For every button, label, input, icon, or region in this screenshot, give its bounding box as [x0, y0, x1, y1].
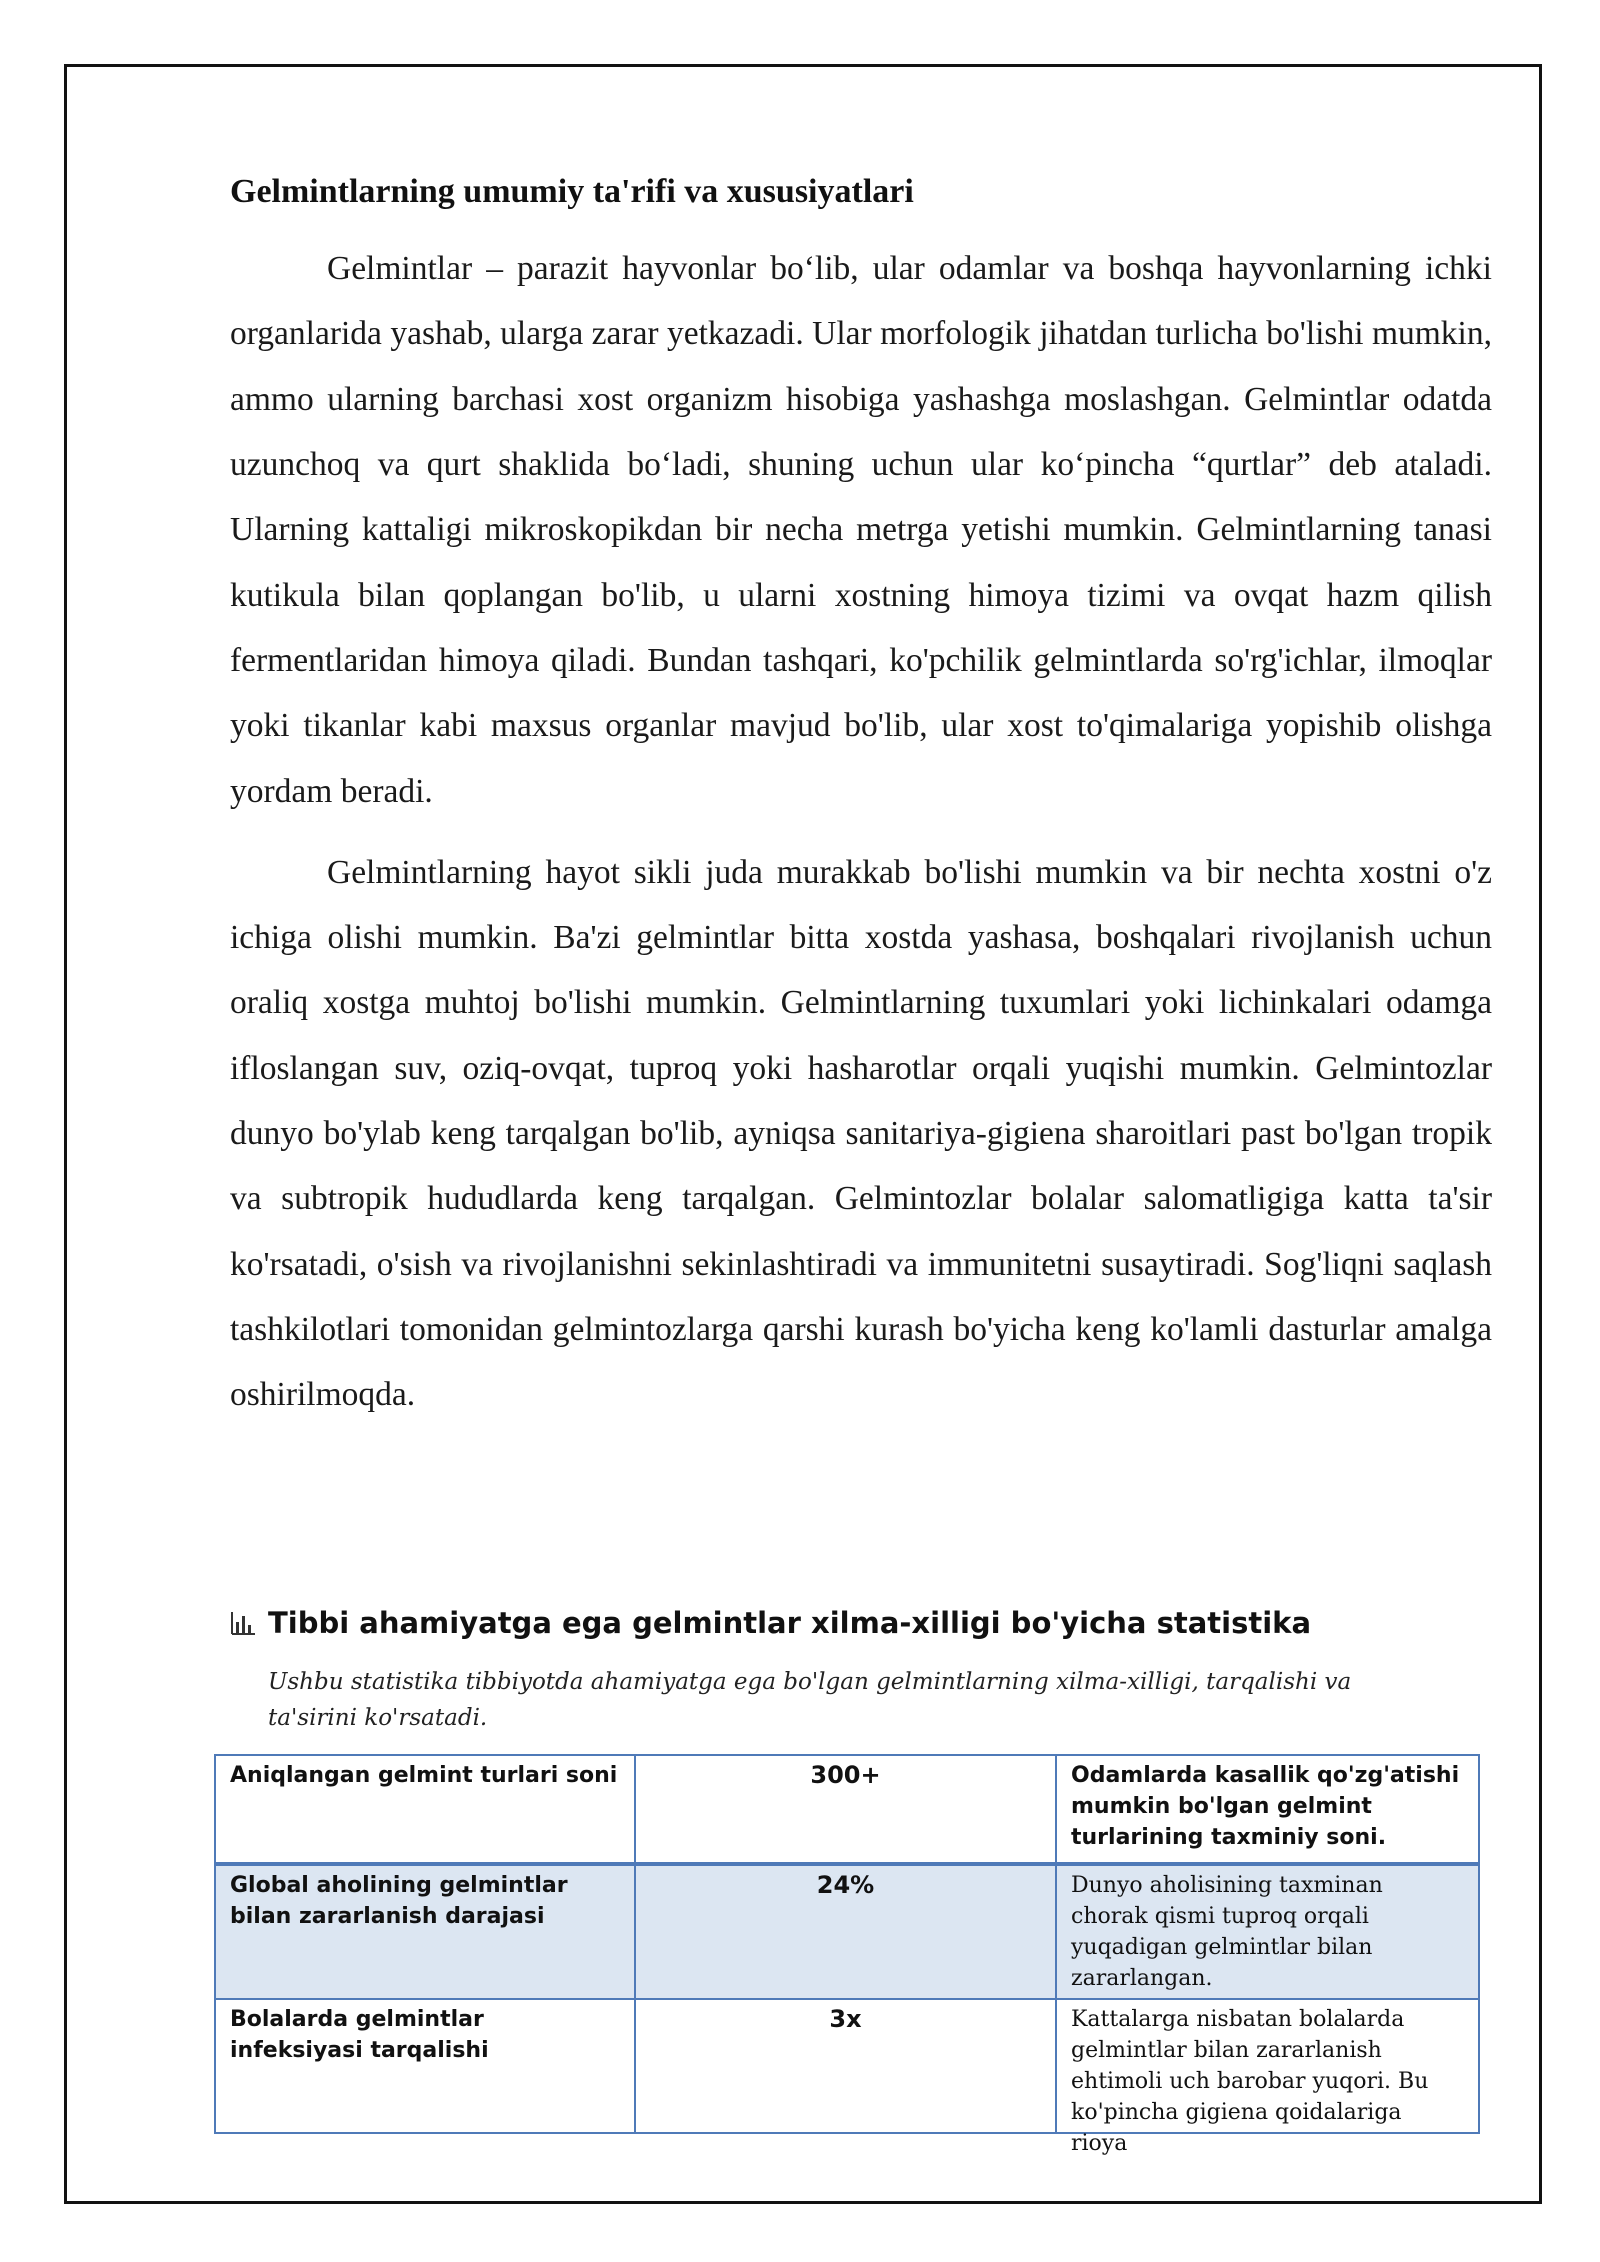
stat-label: Bolalarda gelmintlar infeksiyasi tarqalishi: [215, 1999, 635, 2133]
table-row: [215, 1999, 1479, 2133]
table-row: [215, 1755, 1479, 1864]
stat-description: Dunyo aholisining taxminan chorak qismi tuproq orqali yuqadigan gelmintlar bilan zararlangan.: [1056, 1864, 1479, 1999]
paragraph-1: Gelmintlar – parazit hayvonlar bo‘lib, ular odamlar va boshqa hayvonlarning ichki organlarida yashab, ularga zarar yetkazadi. Ular morfologik jihatdan turlicha bo'lishi mumkin, ammo ularning barchasi xost organizm hisobiga yashashga moslashgan. Gelmintlar odatda uzunchoq va qurt shaklida bo‘ladi, shuning uchun ular ko‘pincha “qurtlar” deb ataladi. Ularning kattaligi mikroskopikdan bir necha metrga yetishi mumkin. Gelmintlarning tanasi kutikula bilan qoplangan bo'lib, u ularni xostning himoya tizimi va ovqat hazm qilish fermentlaridan himoya qiladi. Bundan tashqari, ko'pchilik gelmintlarda so'rg'ichlar, ilmoqlar yoki tikanlar kabi maxsus organlar mavjud bo'lib, ular xost to'qimalariga yopishib olishga yordam beradi.: [230, 250, 1492, 810]
stat-value: 3x: [635, 1999, 1056, 2133]
table-row: [215, 1864, 1479, 1999]
stat-label: Aniqlangan gelmint turlari soni: [215, 1755, 635, 1864]
document-body: [230, 170, 1492, 1444]
bar-chart-icon: [230, 1610, 256, 1636]
stat-description: [1056, 1999, 1479, 2156]
stat-description-text: Kattalarga nisbatan bolalarda gelmintlar bilan zararlanish ehtimoli uch barobar yuqori. Bu ko'pincha gigiena qoidalariga rioya: [1071, 2007, 1429, 2156]
stats-title: [230, 1606, 1311, 1640]
paragraph-2: Gelmintlarning hayot sikli juda murakkab bo'lishi mumkin va bir nechta xostni o'z ichiga olishi mumkin. Ba'zi gelmintlar bitta xostda yashasa, boshqalari rivojlanish uchun oraliq xostga muhtoj bo'lishi mumkin. Gelmintlarning tuxumlari yoki lichinkalari odamga ifloslangan suv, oziq-ovqat, tuproq yoki hasharotlar orqali yuqishi mumkin. Gelmintozlar dunyo bo'ylab keng tarqalgan bo'lib, ayniqsa sanitariya-gigiena sharoitlari past bo'lgan tropik va subtropik hududlarda keng tarqalgan. Gelmintozlar bolalar salomatligiga katta ta'sir ko'rsatadi, o'sish va rivojlanishni sekinlashtiradi va immunitetni susaytiradi. Sog'liqni saqlash tashkilotlari tomonidan gelmintozlarga qarshi kurash bo'yicha keng ko'lamli dasturlar amalga oshirilmoqda.: [230, 853, 1492, 1414]
stats-title-text: Tibbi ahamiyatga ega gelmintlar xilma-xilligi bo'yicha statistika: [268, 1606, 1312, 1640]
stat-description: Odamlarda kasallik qo'zg'atishi mumkin bo'lgan gelmint turlarining taxminiy soni.: [1056, 1755, 1479, 1864]
stat-value: 300+: [635, 1755, 1056, 1864]
stats-description: Ushbu statistika tibbiyotda ahamiyatga ega bo'lgan gelmintlarning xilma-xilligi, tarqalishi va ta'sirini ko'rsatadi.: [268, 1669, 1352, 1731]
stat-label: Global aholining gelmintlar bilan zararlanish darajasi: [215, 1864, 635, 1999]
stats-table: [214, 1754, 1480, 2156]
document-heading: Gelmintlarning umumiy ta'rifi va xususiyatlari: [230, 173, 914, 210]
stat-value: 24%: [635, 1864, 1056, 1999]
